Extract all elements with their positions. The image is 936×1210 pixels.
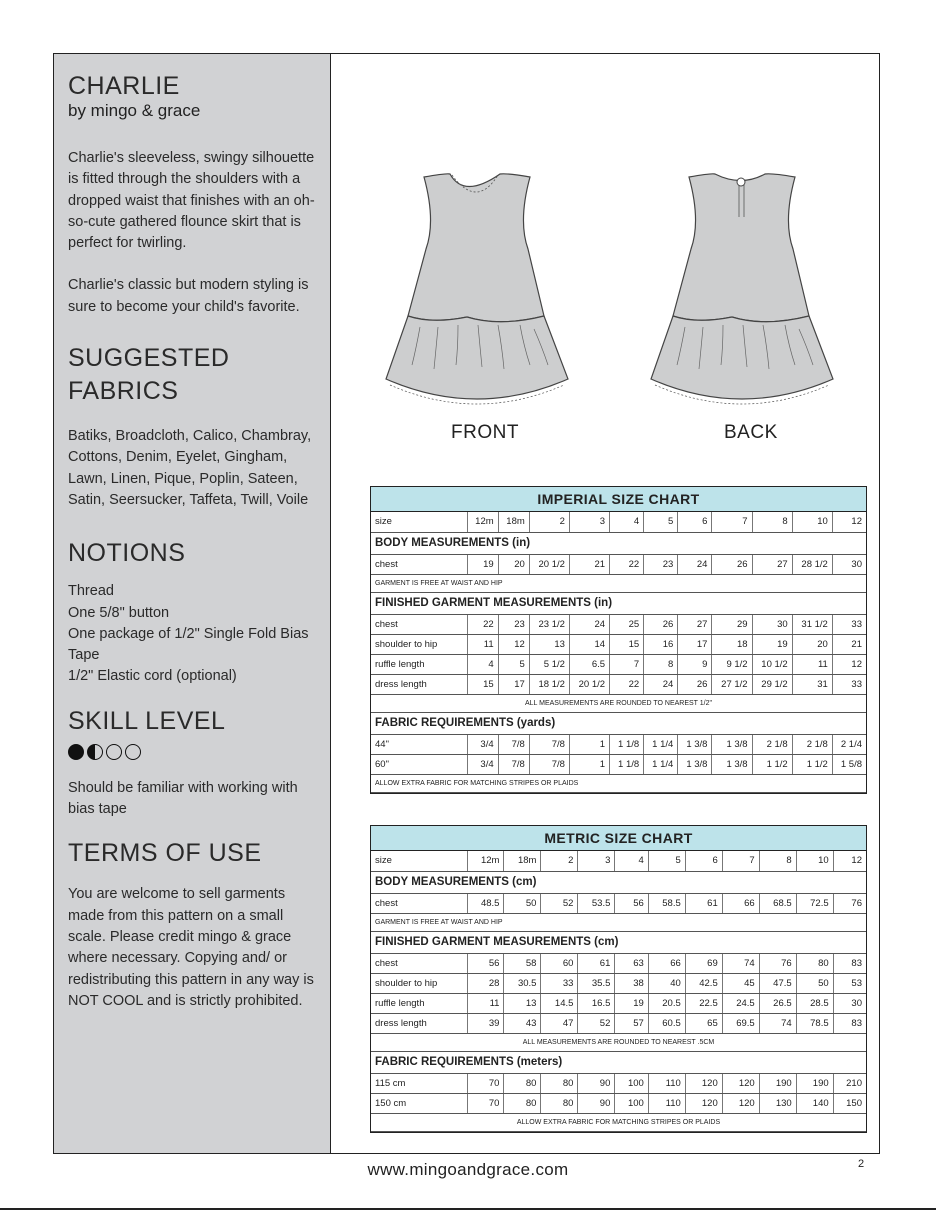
table-cell: 65 <box>685 1013 722 1033</box>
table-cell: 8 <box>759 851 796 871</box>
table-cell: 7/8 <box>498 734 529 754</box>
sidebar <box>54 54 331 1153</box>
table-cell: 56 <box>615 893 648 913</box>
table-cell: 53 <box>833 973 866 993</box>
table-cell: 8 <box>644 654 678 674</box>
table-row <box>371 1073 866 1093</box>
table-note-text: GARMENT IS FREE AT WAIST AND HIP <box>371 913 866 931</box>
size-header-row <box>371 512 866 532</box>
section-heading-text: FABRIC REQUIREMENTS (meters) <box>371 1051 866 1073</box>
skill-description: Should be familiar with working with bias tape <box>68 779 298 818</box>
back-label: BACK <box>724 422 778 443</box>
imperial-size-chart <box>370 486 867 794</box>
table-cell: 28 1/2 <box>792 554 832 574</box>
table-cell: 61 <box>578 953 615 973</box>
table-note <box>371 1113 866 1131</box>
table-row <box>371 973 866 993</box>
row-label: chest <box>371 953 467 973</box>
table-cell: 2 1/8 <box>792 734 832 754</box>
skill-level-indicator <box>68 744 316 760</box>
table-cell: 10 1/2 <box>752 654 792 674</box>
table-cell: 120 <box>685 1093 722 1113</box>
table-cell: 27 1/2 <box>712 674 752 694</box>
table-cell: 47.5 <box>759 973 796 993</box>
table-cell: 90 <box>578 1073 615 1093</box>
table-cell: 80 <box>541 1093 578 1113</box>
table-cell: 26 <box>678 674 712 694</box>
table-cell: 2 <box>529 512 569 532</box>
table-cell: 1 <box>569 734 609 754</box>
skill-heading: SKILL LEVEL <box>68 706 226 735</box>
table-cell: 130 <box>759 1093 796 1113</box>
table-cell: 66 <box>648 953 685 973</box>
notion-item: One 5/8" button <box>68 604 170 621</box>
table-cell: 76 <box>759 953 796 973</box>
table-cell: 58 <box>504 953 541 973</box>
table-cell: 20 <box>792 634 832 654</box>
table-cell: 18m <box>498 512 529 532</box>
skill-dot <box>87 744 103 760</box>
notion-item: One package of 1/2" Single Fold Bias Tape <box>68 625 309 664</box>
table-cell: 33 <box>541 973 578 993</box>
terms-text: You are welcome to sell garments made from this pattern on a small scale. Please credit mingo & grace where necessary. Copying and/ or redistributing this pattern in any way is NOT COOL and is strictly prohibited. <box>68 886 314 1009</box>
table-cell: 24 <box>678 554 712 574</box>
table-cell: 30 <box>752 614 792 634</box>
table-cell: 12m <box>467 512 498 532</box>
row-label: dress length <box>371 674 467 694</box>
table-cell: 210 <box>833 1073 866 1093</box>
table-cell: 35.5 <box>578 973 615 993</box>
table-cell: 60 <box>541 953 578 973</box>
table-cell: 1 3/8 <box>678 734 712 754</box>
table-cell: 12 <box>833 851 866 871</box>
table-cell: 15 <box>610 634 644 654</box>
table-cell: 74 <box>722 953 759 973</box>
section-heading-text: FABRIC REQUIREMENTS (yards) <box>371 712 866 734</box>
notion-item: Thread <box>68 583 114 600</box>
table-cell: 63 <box>615 953 648 973</box>
section-heading <box>371 931 866 953</box>
table-cell: 5 1/2 <box>529 654 569 674</box>
table-cell: 22 <box>610 674 644 694</box>
table-cell: 190 <box>796 1073 833 1093</box>
section-heading-text: BODY MEASUREMENTS (in) <box>371 532 866 554</box>
table-cell: 120 <box>685 1073 722 1093</box>
table-cell: 53.5 <box>578 893 615 913</box>
description-1: Charlie's sleeveless, swingy silhouette is fitted through the shoulders with a dropped waist that finishes with an oh-so-cute gathered flounce skirt that is perfect for twirling. <box>68 150 315 252</box>
table-cell: 4 <box>610 512 644 532</box>
table-row <box>371 634 866 654</box>
section-heading-text: FINISHED GARMENT MEASUREMENTS (in) <box>371 592 866 614</box>
table-cell: 61 <box>685 893 722 913</box>
row-label: chest <box>371 614 467 634</box>
table-cell: 1 1/4 <box>644 754 678 774</box>
table-cell: 74 <box>759 1013 796 1033</box>
table-cell: 13 <box>529 634 569 654</box>
table-cell: 27 <box>752 554 792 574</box>
table-cell: 18 <box>712 634 752 654</box>
table-row <box>371 754 866 774</box>
table-cell: 20.5 <box>648 993 685 1013</box>
table-cell: 10 <box>792 512 832 532</box>
table-cell: 4 <box>615 851 648 871</box>
table-cell: 150 <box>833 1093 866 1113</box>
table-cell: 9 1/2 <box>712 654 752 674</box>
table-cell: 39 <box>467 1013 504 1033</box>
table-cell: 3/4 <box>467 734 498 754</box>
chart-title: IMPERIAL SIZE CHART <box>371 487 866 512</box>
table-cell: 14.5 <box>541 993 578 1013</box>
metric-size-chart <box>370 825 867 1133</box>
table-cell: 28 <box>467 973 504 993</box>
table-cell: 24 <box>644 674 678 694</box>
main-panel <box>332 54 879 1153</box>
fabrics-list: Batiks, Broadcloth, Calico, Chambray, Cottons, Denim, Eyelet, Gingham, Lawn, Linen, Pique, Poplin, Sateen, Satin, Seersucker, Taffeta, Twill, Voile <box>68 428 312 508</box>
row-label: 60" <box>371 754 467 774</box>
row-label: 115 cm <box>371 1073 467 1093</box>
table-cell: 68.5 <box>759 893 796 913</box>
table-cell: 13 <box>504 993 541 1013</box>
table-cell: 10 <box>796 851 833 871</box>
table-cell: 50 <box>504 893 541 913</box>
table-cell: 7/8 <box>529 754 569 774</box>
table-cell: 42.5 <box>685 973 722 993</box>
table-cell: 29 <box>712 614 752 634</box>
row-label: shoulder to hip <box>371 634 467 654</box>
table-cell: 11 <box>792 654 832 674</box>
table-cell: 57 <box>615 1013 648 1033</box>
table-cell: 1 1/2 <box>792 754 832 774</box>
table-cell: 100 <box>615 1093 648 1113</box>
terms-heading: TERMS OF USE <box>68 839 262 868</box>
table-row <box>371 674 866 694</box>
table-cell: 1 <box>569 754 609 774</box>
table-cell: 12m <box>467 851 504 871</box>
page-number: 2 <box>858 1158 865 1170</box>
table-cell: 17 <box>498 674 529 694</box>
table-row <box>371 734 866 754</box>
table-cell: 22 <box>467 614 498 634</box>
table-row <box>371 554 866 574</box>
table-cell: 5 <box>498 654 529 674</box>
table-cell: 78.5 <box>796 1013 833 1033</box>
table-note <box>371 913 866 931</box>
row-label: 44" <box>371 734 467 754</box>
skill-dot <box>68 744 84 760</box>
chart-title: METRIC SIZE CHART <box>371 826 866 851</box>
pattern-title: CHARLIE <box>68 72 180 100</box>
size-table <box>371 512 866 793</box>
table-cell: 120 <box>722 1073 759 1093</box>
table-cell: 17 <box>678 634 712 654</box>
table-cell: 26.5 <box>759 993 796 1013</box>
skill-dot <box>125 744 141 760</box>
table-cell: 23 <box>498 614 529 634</box>
table-cell: 1 3/8 <box>712 754 752 774</box>
table-cell: 38 <box>615 973 648 993</box>
table-cell: 69.5 <box>722 1013 759 1033</box>
table-cell: 30.5 <box>504 973 541 993</box>
table-cell: 5 <box>644 512 678 532</box>
table-cell: 76 <box>833 893 866 913</box>
notion-item: 1/2" Elastic cord (optional) <box>68 668 237 685</box>
table-cell: 31 1/2 <box>792 614 832 634</box>
table-cell: 7/8 <box>529 734 569 754</box>
table-row <box>371 614 866 634</box>
table-note-text: ALL MEASUREMENTS ARE ROUNDED TO NEAREST 1/2" <box>371 694 866 712</box>
table-cell: 33 <box>832 674 866 694</box>
table-cell: 19 <box>752 634 792 654</box>
table-row <box>371 1013 866 1033</box>
website-url: www.mingoandgrace.com <box>367 1160 569 1179</box>
notions-heading: NOTIONS <box>68 539 186 568</box>
fabrics-heading: SUGGESTED FABRICS <box>68 344 230 406</box>
section-heading-text: BODY MEASUREMENTS (cm) <box>371 871 866 893</box>
row-label: chest <box>371 893 467 913</box>
table-cell: 26 <box>644 614 678 634</box>
table-cell: 3 <box>578 851 615 871</box>
front-label: FRONT <box>451 422 519 443</box>
table-cell: 48.5 <box>467 893 504 913</box>
size-table <box>371 851 866 1132</box>
table-cell: 80 <box>541 1073 578 1093</box>
table-cell: 60.5 <box>648 1013 685 1033</box>
skill-dot <box>106 744 122 760</box>
row-label: ruffle length <box>371 654 467 674</box>
table-cell: 31 <box>792 674 832 694</box>
table-cell: 1 1/2 <box>752 754 792 774</box>
section-heading <box>371 532 866 554</box>
table-cell: 3/4 <box>467 754 498 774</box>
table-cell: 29 1/2 <box>752 674 792 694</box>
table-note-text: ALLOW EXTRA FABRIC FOR MATCHING STRIPES OR PLAIDS <box>371 1113 866 1131</box>
table-cell: 66 <box>722 893 759 913</box>
table-cell: 70 <box>467 1093 504 1113</box>
table-cell: 20 1/2 <box>529 554 569 574</box>
table-cell: 1 1/4 <box>644 734 678 754</box>
table-note <box>371 694 866 712</box>
table-cell: 23 1/2 <box>529 614 569 634</box>
section-heading-text: FINISHED GARMENT MEASUREMENTS (cm) <box>371 931 866 953</box>
section-heading <box>371 712 866 734</box>
table-note <box>371 774 866 792</box>
table-cell: 12 <box>498 634 529 654</box>
table-cell: 45 <box>722 973 759 993</box>
table-cell: 4 <box>467 654 498 674</box>
table-cell: 2 <box>541 851 578 871</box>
table-cell: 19 <box>467 554 498 574</box>
table-cell: 33 <box>832 614 866 634</box>
table-cell: 190 <box>759 1073 796 1093</box>
table-cell: 12 <box>832 512 866 532</box>
table-cell: 52 <box>541 893 578 913</box>
table-cell: 6.5 <box>569 654 609 674</box>
table-cell: 140 <box>796 1093 833 1113</box>
table-cell: 3 <box>569 512 609 532</box>
table-note-text: GARMENT IS FREE AT WAIST AND HIP <box>371 574 866 592</box>
table-row <box>371 953 866 973</box>
notions-list <box>68 581 316 687</box>
table-row <box>371 893 866 913</box>
table-cell: 80 <box>796 953 833 973</box>
table-cell: 6 <box>685 851 722 871</box>
table-cell: 16.5 <box>578 993 615 1013</box>
table-cell: 18 1/2 <box>529 674 569 694</box>
table-cell: 21 <box>832 634 866 654</box>
row-label: size <box>371 851 467 871</box>
table-cell: 2 1/4 <box>832 734 866 754</box>
table-cell: 23 <box>644 554 678 574</box>
row-label: chest <box>371 554 467 574</box>
table-cell: 1 1/8 <box>610 754 644 774</box>
table-cell: 7 <box>722 851 759 871</box>
table-note-text: ALL MEASUREMENTS ARE ROUNDED TO NEAREST .5CM <box>371 1033 866 1051</box>
table-cell: 11 <box>467 993 504 1013</box>
table-cell: 80 <box>504 1093 541 1113</box>
row-label: shoulder to hip <box>371 973 467 993</box>
section-heading <box>371 1051 866 1073</box>
table-cell: 120 <box>722 1093 759 1113</box>
table-cell: 1 5/8 <box>832 754 866 774</box>
table-cell: 27 <box>678 614 712 634</box>
table-cell: 20 <box>498 554 529 574</box>
table-cell: 22 <box>610 554 644 574</box>
table-cell: 52 <box>578 1013 615 1033</box>
table-cell: 40 <box>648 973 685 993</box>
table-cell: 14 <box>569 634 609 654</box>
table-cell: 50 <box>796 973 833 993</box>
table-cell: 100 <box>615 1073 648 1093</box>
row-label: ruffle length <box>371 993 467 1013</box>
row-label: 150 cm <box>371 1093 467 1113</box>
table-cell: 69 <box>685 953 722 973</box>
page-frame <box>53 53 880 1154</box>
table-cell: 58.5 <box>648 893 685 913</box>
table-cell: 30 <box>832 554 866 574</box>
table-cell: 16 <box>644 634 678 654</box>
table-note <box>371 574 866 592</box>
section-heading <box>371 592 866 614</box>
table-row <box>371 654 866 674</box>
table-cell: 7 <box>610 654 644 674</box>
table-note <box>371 1033 866 1051</box>
table-cell: 1 3/8 <box>678 754 712 774</box>
table-cell: 19 <box>615 993 648 1013</box>
table-cell: 26 <box>712 554 752 574</box>
table-cell: 83 <box>833 1013 866 1033</box>
table-cell: 43 <box>504 1013 541 1033</box>
table-cell: 110 <box>648 1093 685 1113</box>
table-cell: 25 <box>610 614 644 634</box>
row-label: size <box>371 512 467 532</box>
table-cell: 21 <box>569 554 609 574</box>
description-2: Charlie's classic but modern styling is sure to become your child's favorite. <box>68 277 309 315</box>
table-cell: 24.5 <box>722 993 759 1013</box>
table-cell: 5 <box>648 851 685 871</box>
table-cell: 20 1/2 <box>569 674 609 694</box>
table-cell: 2 1/8 <box>752 734 792 754</box>
table-cell: 8 <box>752 512 792 532</box>
table-cell: 47 <box>541 1013 578 1033</box>
table-cell: 56 <box>467 953 504 973</box>
table-cell: 1 1/8 <box>610 734 644 754</box>
size-header-row <box>371 851 866 871</box>
table-cell: 24 <box>569 614 609 634</box>
dress-front-illustration <box>372 169 582 409</box>
table-cell: 18m <box>504 851 541 871</box>
table-note-text: ALLOW EXTRA FABRIC FOR MATCHING STRIPES OR PLAIDS <box>371 774 866 792</box>
table-row <box>371 1093 866 1113</box>
table-cell: 83 <box>833 953 866 973</box>
table-cell: 15 <box>467 674 498 694</box>
table-cell: 7/8 <box>498 754 529 774</box>
table-cell: 11 <box>467 634 498 654</box>
table-cell: 72.5 <box>796 893 833 913</box>
table-cell: 1 3/8 <box>712 734 752 754</box>
table-cell: 30 <box>833 993 866 1013</box>
row-label: dress length <box>371 1013 467 1033</box>
table-cell: 7 <box>712 512 752 532</box>
dress-back-illustration <box>637 169 847 409</box>
pattern-designer: by mingo & grace <box>68 101 201 120</box>
table-cell: 70 <box>467 1073 504 1093</box>
table-cell: 80 <box>504 1073 541 1093</box>
table-cell: 110 <box>648 1073 685 1093</box>
table-cell: 12 <box>832 654 866 674</box>
table-cell: 6 <box>678 512 712 532</box>
section-heading <box>371 871 866 893</box>
table-row <box>371 993 866 1013</box>
table-cell: 9 <box>678 654 712 674</box>
table-cell: 22.5 <box>685 993 722 1013</box>
table-cell: 90 <box>578 1093 615 1113</box>
table-cell: 28.5 <box>796 993 833 1013</box>
